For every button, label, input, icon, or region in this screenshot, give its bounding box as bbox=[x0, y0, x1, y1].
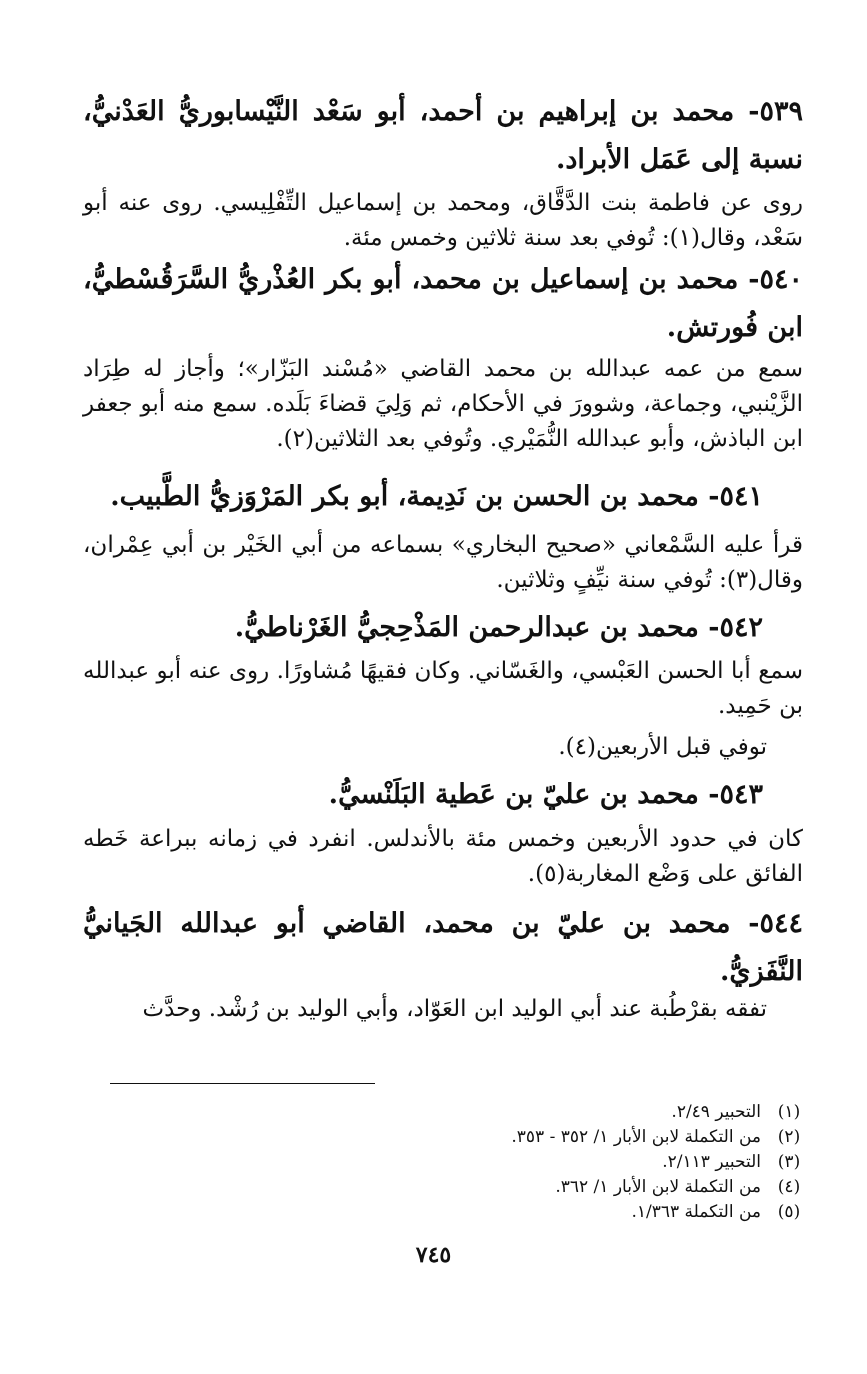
entry-539-text: روى عن فاطمة بنت الدَّقَّاق، ومحمد بن إسماعيل التِّفْلِيسي. روى عنه أبو سَعْد، وقال(١): تُوفي بعد سنة ثلاثين وخمس مئة. bbox=[83, 190, 803, 251]
entry-541-heading: ٥٤١- محمد بن الحسن بن نَدِيمة، أبو بكر المَرْوَزيُّ الطَّبيب. bbox=[110, 481, 763, 512]
footnote bbox=[103, 1175, 803, 1200]
footnotes bbox=[103, 1100, 803, 1225]
footnote bbox=[103, 1200, 803, 1225]
footnote-text: التحبير ٢/١١٣. bbox=[662, 1152, 761, 1172]
entry-541-text: قرأ عليه السَّمْعاني «صحيح البخاري» بسماعه من أبي الخَيْر بن أبي عِمْران، وقال(٣): تُوفي سنة نيِّفٍ وثلاثين. bbox=[83, 532, 803, 593]
footnote-text: التحبير ٢/٤٩. bbox=[671, 1102, 761, 1122]
footnote-text: من التكملة لابن الأبار ١/ ٣٥٢ - ٣٥٣. bbox=[511, 1127, 761, 1147]
entry-543-text: كان في حدود الأربعين وخمس مئة بالأندلس. انفرد في زمانه ببراعة خَطه الفائق على وَضْع المغاربة(٥). bbox=[83, 826, 803, 887]
footnote-text: من التكملة لابن الأبار ١/ ٣٦٢. bbox=[555, 1177, 761, 1197]
page-number: ٧٤٥ bbox=[415, 1242, 452, 1268]
footnote bbox=[103, 1100, 803, 1125]
entry-542-text-2: توفي قبل الأربعين(٤). bbox=[558, 734, 767, 760]
footnote-number: (٣) bbox=[777, 1152, 801, 1172]
footnote-number: (٥) bbox=[777, 1202, 801, 1222]
footnote-divider bbox=[110, 1083, 375, 1084]
footnote-number: (٢) bbox=[777, 1127, 801, 1147]
footnote-number: (١) bbox=[777, 1102, 801, 1122]
footnote-number: (٤) bbox=[777, 1177, 801, 1197]
entry-542-heading: ٥٤٢- محمد بن عبدالرحمن المَذْحِجيُّ الغَرْناطيُّ. bbox=[234, 612, 763, 643]
entry-543-heading: ٥٤٣- محمد بن عليّ بن عَطية البَلَنْسيُّ. bbox=[328, 779, 763, 810]
entry-539-heading: ٥٣٩- محمد بن إبراهيم بن أحمد، أبو سَعْد النَّيْسابوريُّ العَدْنيُّ، نسبة إلى عَمَل الأبراد. bbox=[83, 96, 803, 175]
entry-544-text: تفقه بقرْطُبة عند أبي الوليد ابن العَوّاد، وأبي الوليد بن رُشْد. وحدَّث bbox=[142, 996, 767, 1022]
footnote bbox=[103, 1150, 803, 1175]
footnote bbox=[103, 1125, 803, 1150]
entry-540-text: سمع من عمه عبدالله بن محمد القاضي «مُسْند البَزّار»؛ وأجاز له طِرَاد الزَّيْنبي، وجماعة، وشوورَ في الأحكام، ثم وَلِيَ قضاءَ بَلَده. سمع منه أبو جعفر ابن الباذش، وأبو عبدالله النُّمَيْري. وتُوفي بعد الثلاثين(٢). bbox=[83, 356, 803, 452]
entry-540-heading: ٥٤٠- محمد بن إسماعيل بن محمد، أبو بكر العُذْريُّ السَّرَقُسْطيُّ، ابن فُورتش. bbox=[83, 264, 803, 343]
entry-542-text: سمع أبا الحسن العَبْسي، والغَسّاني. وكان فقيهًا مُشاورًا. روى عنه أبو عبدالله بن حَمِيد. bbox=[83, 658, 803, 719]
entry-544-heading: ٥٤٤- محمد بن عليّ بن محمد، القاضي أبو عبدالله الجَيانيُّ النَّفَزيُّ. bbox=[83, 908, 803, 987]
footnote-text: من التكملة ١/٣٦٣. bbox=[631, 1202, 761, 1222]
